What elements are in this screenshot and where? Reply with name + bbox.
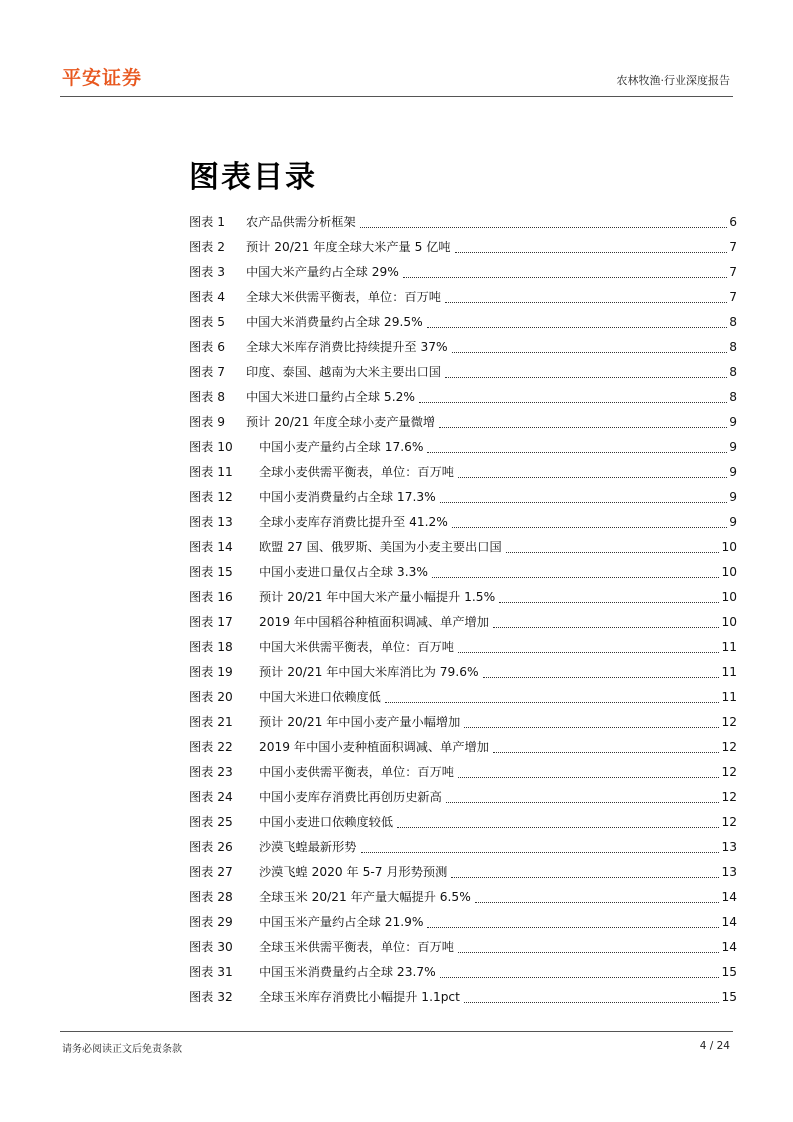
toc-dot-leader <box>464 727 719 728</box>
toc-entry-page[interactable]: 8 <box>729 315 737 329</box>
toc-entry[interactable] <box>189 860 737 885</box>
toc-entry-label: 图表 14 <box>189 540 233 554</box>
toc-entry-label: 图表 21 <box>189 715 233 729</box>
toc-entry-title[interactable]: 中国玉米消费量约占全球 23.7% <box>259 965 436 979</box>
toc-entry-title[interactable]: 中国小麦产量约占全球 17.6% <box>259 440 424 454</box>
toc-entry-page[interactable]: 9 <box>729 465 737 479</box>
toc-entry-label: 图表 8 <box>189 390 226 404</box>
toc-entry-title[interactable]: 2019 年中国稻谷种植面积调减、单产增加 <box>259 615 489 629</box>
toc-entry-label: 图表 17 <box>189 615 233 629</box>
toc-dot-leader <box>439 427 727 428</box>
toc-entry-label: 图表 2 <box>189 240 226 254</box>
toc-entry[interactable] <box>189 585 737 610</box>
toc-entry-page[interactable]: 8 <box>729 390 737 404</box>
footer-divider <box>60 1031 733 1032</box>
toc-dot-leader <box>483 677 720 678</box>
toc-entry-title[interactable]: 全球玉米供需平衡表，单位：百万吨 <box>259 940 454 954</box>
toc-entry-title[interactable]: 中国大米产量约占全球 29% <box>246 265 399 279</box>
toc-dot-leader <box>403 277 727 278</box>
figure-toc-list <box>189 210 737 1010</box>
toc-entry[interactable] <box>189 935 737 960</box>
toc-entry-label: 图表 27 <box>189 865 233 879</box>
toc-entry[interactable] <box>189 985 737 1010</box>
toc-entry[interactable] <box>189 910 737 935</box>
toc-entry-page[interactable]: 13 <box>721 840 737 854</box>
toc-entry[interactable] <box>189 760 737 785</box>
toc-entry[interactable] <box>189 310 737 335</box>
toc-entry[interactable] <box>189 535 737 560</box>
toc-entry-page[interactable]: 10 <box>721 565 737 579</box>
toc-entry-page[interactable]: 14 <box>721 890 737 904</box>
toc-entry[interactable] <box>189 610 737 635</box>
toc-entry[interactable] <box>189 485 737 510</box>
toc-entry-title[interactable]: 中国玉米产量约占全球 21.9% <box>259 915 424 929</box>
toc-entry-page[interactable]: 8 <box>729 340 737 354</box>
toc-dot-leader <box>452 352 728 353</box>
toc-entry[interactable] <box>189 335 737 360</box>
toc-dot-leader <box>419 402 727 403</box>
toc-entry-label: 图表 23 <box>189 765 233 779</box>
toc-entry-title[interactable]: 中国大米消费量约占全球 29.5% <box>246 315 423 329</box>
toc-entry-label: 图表 29 <box>189 915 233 929</box>
toc-entry-label: 图表 31 <box>189 965 233 979</box>
toc-entry-label: 图表 4 <box>189 290 226 304</box>
toc-entry[interactable] <box>189 285 737 310</box>
toc-entry-label: 图表 7 <box>189 365 226 379</box>
toc-entry-label: 图表 6 <box>189 340 226 354</box>
toc-entry[interactable] <box>189 360 737 385</box>
toc-dot-leader <box>458 652 719 653</box>
toc-entry-title[interactable]: 全球玉米 20/21 年产量大幅提升 6.5% <box>259 890 471 904</box>
toc-entry-page[interactable]: 12 <box>721 765 737 779</box>
toc-entry[interactable] <box>189 385 737 410</box>
toc-dot-leader <box>499 602 719 603</box>
toc-entry-page[interactable]: 12 <box>721 715 737 729</box>
toc-dot-leader <box>475 902 720 903</box>
toc-entry-title[interactable]: 预计 20/21 年中国大米产量小幅提升 1.5% <box>259 590 496 604</box>
toc-entry-label: 图表 32 <box>189 990 233 1004</box>
page-number: 4 / 24 <box>699 1040 730 1052</box>
toc-entry[interactable] <box>189 635 737 660</box>
toc-dot-leader <box>445 377 727 378</box>
header-divider <box>60 96 733 97</box>
toc-dot-leader <box>458 952 719 953</box>
toc-dot-leader <box>360 227 728 228</box>
toc-entry-page[interactable]: 13 <box>721 865 737 879</box>
toc-dot-leader <box>361 852 720 853</box>
toc-entry-label: 图表 20 <box>189 690 233 704</box>
toc-entry-page[interactable]: 10 <box>721 540 737 554</box>
toc-entry-title[interactable]: 沙漠飞蝗 2020 年 5-7 月形势预测 <box>259 865 448 879</box>
toc-entry-page[interactable]: 6 <box>729 215 737 229</box>
toc-dot-leader <box>451 877 719 878</box>
toc-entry-title[interactable]: 中国小麦库存消费比再创历史新高 <box>259 790 442 804</box>
toc-entry-title[interactable]: 中国大米供需平衡表，单位：百万吨 <box>259 640 454 654</box>
toc-dot-leader <box>397 827 719 828</box>
toc-entry[interactable] <box>189 510 737 535</box>
toc-entry-title[interactable]: 全球玉米库存消费比小幅提升 1.1pct <box>259 990 460 1004</box>
toc-entry-label: 图表 3 <box>189 265 226 279</box>
toc-entry-page[interactable]: 8 <box>729 365 737 379</box>
toc-entry-page[interactable]: 15 <box>721 990 737 1004</box>
toc-entry-page[interactable]: 9 <box>729 490 737 504</box>
toc-entry-page[interactable]: 9 <box>729 440 737 454</box>
toc-entry-label: 图表 12 <box>189 490 233 504</box>
report-type-label: 农林牧渔·行业深度报告 <box>616 74 730 87</box>
toc-entry[interactable] <box>189 210 737 235</box>
toc-dot-leader <box>464 1002 720 1003</box>
toc-dot-leader <box>493 627 720 628</box>
toc-dot-leader <box>506 552 720 553</box>
toc-entry[interactable] <box>189 660 737 685</box>
toc-entry-label: 图表 9 <box>189 415 226 429</box>
toc-entry[interactable] <box>189 410 737 435</box>
toc-entry-label: 图表 24 <box>189 790 233 804</box>
toc-entry-title[interactable]: 沙漠飞蝗最新形势 <box>259 840 357 854</box>
toc-entry-label: 图表 15 <box>189 565 233 579</box>
toc-entry[interactable] <box>189 710 737 735</box>
toc-dot-leader <box>427 327 728 328</box>
toc-entry-title[interactable]: 预计 20/21 年中国大米库消比为 79.6% <box>259 665 479 679</box>
footer-disclaimer[interactable]: 请务必阅读正文后免责条款 <box>62 1044 182 1055</box>
toc-entry-title[interactable]: 预计 20/21 年中国小麦产量小幅增加 <box>259 715 461 729</box>
brand-logo: 平安证券 <box>62 67 143 89</box>
toc-entry-title[interactable]: 中国大米进口量约占全球 5.2% <box>246 390 415 404</box>
toc-entry-title[interactable]: 中国小麦供需平衡表，单位：百万吨 <box>259 765 454 779</box>
toc-entry[interactable] <box>189 235 737 260</box>
toc-entry-title[interactable]: 印度、泰国、越南为大米主要出口国 <box>246 365 441 379</box>
toc-entry-title[interactable]: 中国小麦进口量仅占全球 3.3% <box>259 565 428 579</box>
toc-entry-title[interactable]: 全球小麦库存消费比提升至 41.2% <box>259 515 448 529</box>
toc-entry-label: 图表 18 <box>189 640 233 654</box>
toc-entry-label: 图表 11 <box>189 465 233 479</box>
toc-entry[interactable] <box>189 560 737 585</box>
toc-entry-page[interactable]: 12 <box>721 790 737 804</box>
toc-dot-leader <box>445 302 727 303</box>
toc-entry-label: 图表 28 <box>189 890 233 904</box>
toc-entry[interactable] <box>189 810 737 835</box>
toc-entry-page[interactable]: 11 <box>721 690 737 704</box>
toc-entry-label: 图表 19 <box>189 665 233 679</box>
toc-entry-title[interactable]: 预计 20/21 年度全球小麦产量微增 <box>246 415 436 429</box>
toc-entry-title[interactable]: 中国小麦进口依赖度较低 <box>259 815 394 829</box>
toc-dot-leader <box>458 477 727 478</box>
toc-dot-leader <box>455 252 728 253</box>
toc-dot-leader <box>427 452 727 453</box>
toc-entry-title[interactable]: 预计 20/21 年度全球大米产量 5 亿吨 <box>246 240 451 254</box>
toc-entry[interactable] <box>189 960 737 985</box>
toc-entry-page[interactable]: 7 <box>729 240 737 254</box>
toc-entry-title[interactable]: 欧盟 27 国、俄罗斯、美国为小麦主要出口国 <box>259 540 502 554</box>
toc-dot-leader <box>440 977 720 978</box>
toc-entry-title[interactable]: 全球大米库存消费比持续提升至 37% <box>246 340 448 354</box>
toc-entry-page[interactable]: 15 <box>721 965 737 979</box>
toc-entry-title[interactable]: 全球大米供需平衡表，单位：百万吨 <box>246 290 441 304</box>
toc-entry-title[interactable]: 中国小麦消费量约占全球 17.3% <box>259 490 436 504</box>
toc-entry-label: 图表 30 <box>189 940 233 954</box>
toc-dot-leader <box>452 527 727 528</box>
toc-entry[interactable] <box>189 685 737 710</box>
toc-entry[interactable] <box>189 785 737 810</box>
toc-entry-page[interactable]: 12 <box>721 740 737 754</box>
toc-entry-title[interactable]: 2019 年中国小麦种植面积调减、单产增加 <box>259 740 489 754</box>
toc-entry[interactable] <box>189 460 737 485</box>
toc-entry-page[interactable]: 9 <box>729 515 737 529</box>
toc-entry-label: 图表 1 <box>189 215 226 229</box>
toc-dot-leader <box>446 802 720 803</box>
toc-entry-page[interactable]: 14 <box>721 940 737 954</box>
toc-entry-label: 图表 16 <box>189 590 233 604</box>
toc-dot-leader <box>493 752 720 753</box>
toc-entry[interactable] <box>189 260 737 285</box>
toc-entry[interactable] <box>189 835 737 860</box>
toc-entry[interactable] <box>189 435 737 460</box>
toc-entry-title[interactable]: 农产品供需分析框架 <box>246 215 356 229</box>
toc-entry-label: 图表 25 <box>189 815 233 829</box>
toc-entry[interactable] <box>189 885 737 910</box>
toc-entry-label: 图表 26 <box>189 840 233 854</box>
toc-entry-page[interactable]: 12 <box>721 815 737 829</box>
toc-dot-leader <box>458 777 719 778</box>
toc-entry-page[interactable]: 7 <box>729 265 737 279</box>
toc-entry-page[interactable]: 11 <box>721 665 737 679</box>
toc-entry[interactable] <box>189 735 737 760</box>
toc-dot-leader <box>427 927 719 928</box>
toc-entry-page[interactable]: 9 <box>729 415 737 429</box>
toc-entry-page[interactable]: 11 <box>721 640 737 654</box>
toc-dot-leader <box>385 702 720 703</box>
toc-entry-title[interactable]: 中国大米进口依赖度低 <box>259 690 381 704</box>
toc-entry-title[interactable]: 全球小麦供需平衡表，单位：百万吨 <box>259 465 454 479</box>
toc-entry-label: 图表 5 <box>189 315 226 329</box>
toc-heading: 图表目录 <box>189 160 317 195</box>
toc-entry-page[interactable]: 10 <box>721 590 737 604</box>
toc-entry-page[interactable]: 7 <box>729 290 737 304</box>
toc-dot-leader <box>440 502 728 503</box>
toc-dot-leader <box>432 577 720 578</box>
toc-entry-page[interactable]: 14 <box>721 915 737 929</box>
toc-entry-label: 图表 13 <box>189 515 233 529</box>
toc-entry-page[interactable]: 10 <box>721 615 737 629</box>
toc-entry-label: 图表 10 <box>189 440 233 454</box>
toc-entry-label: 图表 22 <box>189 740 233 754</box>
